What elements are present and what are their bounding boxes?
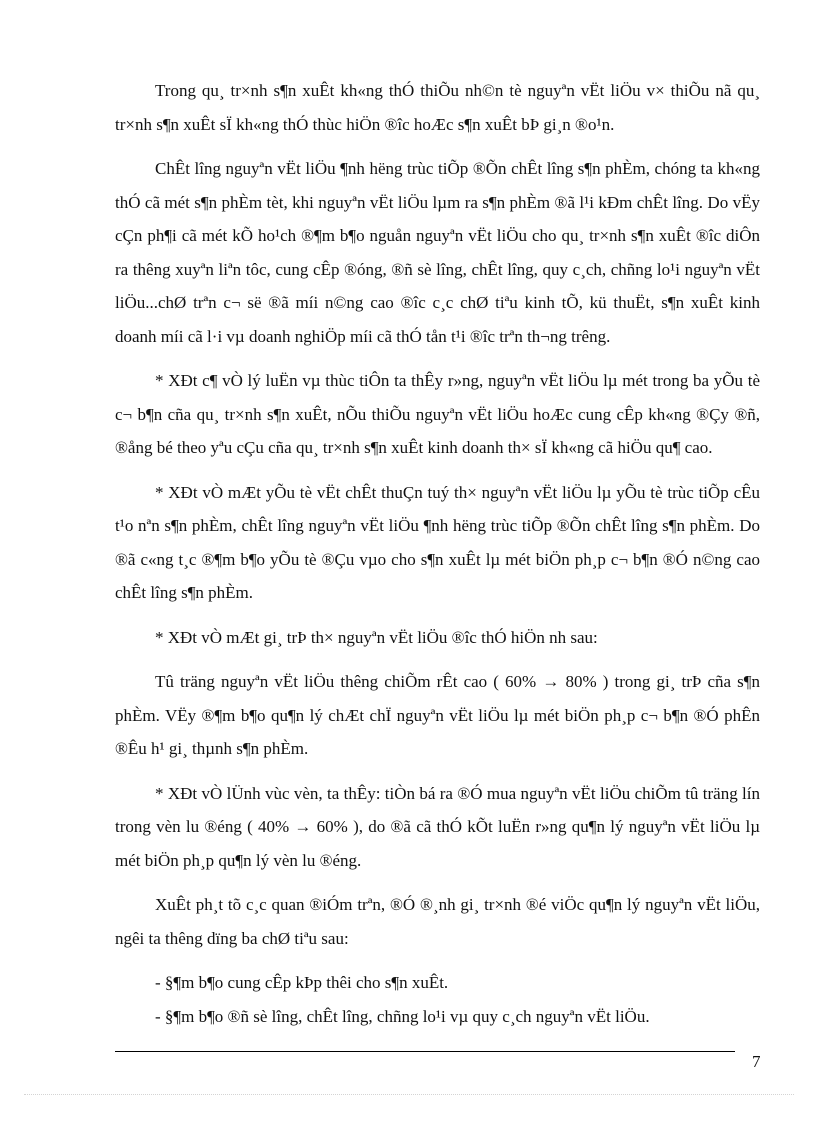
paragraph-2: ChÊt lîng nguyªn vËt liÖu ¶nh hëng trùc tiÕp ®Õn chÊt lîng s¶n phÈm, chóng ta kh«ng thÓ cã mét s¶n phÈm tèt, khi nguyªn vËt liÖu lµm ra s¶n phÈm ®ã l¹i kÐm chÊt lîng. Do vËy cÇn ph¶i cã mét kÕ ho¹ch ®¶m b¶o nguån nguyªn vËt liÖu cho qu¸ tr×nh s¶n xuÊt ®îc diÔn ra thêng xuyªn liªn tôc, cung cÊp ®óng, ®ñ sè lîng, chÊt lîng, quy c¸ch, chñng lo¹i nguyªn vËt liÖu...chØ trªn c¬ së ®ã míi n©ng cao ®îc c¸c chØ tiªu kinh tÕ, kü thuËt, s¶n xuÊt kinh doanh míi cã l·i vµ doanh nghiÖp míi cã thÓ tån t¹i ®îc trªn th¬ng trêng. bbox=[115, 159, 760, 346]
paragraph-8: XuÊt ph¸t tõ c¸c quan ®iÓm trªn, ®Ó ®¸nh gi¸ tr×nh ®é viÖc qu¶n lý nguyªn vËt liÖu, ngêi ta thêng dïng ba chØ tiªu sau: bbox=[115, 895, 760, 948]
list-item: - §¶m b¶o cung cÊp kÞp thêi cho s¶n xuÊt. bbox=[155, 973, 449, 992]
body-text bbox=[115, 74, 760, 1033]
page-number: 7 bbox=[752, 1052, 761, 1071]
footer-divider bbox=[115, 1051, 735, 1052]
paragraph-7: * XÐt vÒ lÜnh vùc vèn, ta thÊy: tiÒn bá ra ®Ó mua nguyªn vËt liÖu chiÕm tû träng lín trong vèn lu ®éng ( 40% → 60% ), do ®ã cã thÓ kÕt luËn r»ng qu¶n lý nguyªn vËt liÖu lµ mét biÖn ph¸p qu¶n lý vèn lu ®éng. bbox=[115, 783, 760, 870]
paragraph-6: Tû träng nguyªn vËt liÖu thêng chiÕm rÊt cao ( 60% → 80% ) trong gi¸ trÞ cña s¶n phÈm. VËy ®¶m b¶o qu¶n lý chÆt chÏ nguyªn vËt liÖu lµ mét biÖn ph¸p c¬ b¶n ®Ó phÊn ®Êu h¹ gi¸ thµnh s¶n phÈm. bbox=[115, 672, 760, 758]
paragraph-3: * XÐt c¶ vÒ lý luËn vµ thùc tiÔn ta thÊy r»ng, nguyªn vËt liÖu lµ mét trong ba yÕu tè c¬ b¶n cña qu¸ tr×nh s¶n xuÊt, nÕu thiÕu nguyªn vËt liÖu hoÆc cung cÊp kh«ng ®Çy ®ñ, ®ång bé theo yªu cÇu cña qu¸ tr×nh s¶n xuÊt kinh doanh th× sÏ kh«ng cã hiÖu qu¶ cao. bbox=[115, 371, 760, 457]
page-bottom-dotted-line bbox=[24, 1094, 794, 1095]
paragraph-1: Trong qu¸ tr×nh s¶n xuÊt kh«ng thÓ thiÕu nh©n tè nguyªn vËt liÖu v× thiÕu nã qu¸ tr×nh s¶n xuÊt sÏ kh«ng thÓ thùc hiÖn ®îc hoÆc s¶n xuÊt bÞ gi¸n ®o¹n. bbox=[115, 81, 760, 134]
list-item: - §¶m b¶o ®ñ sè lîng, chÊt lîng, chñng lo¹i vµ quy c¸ch nguyªn vËt liÖu. bbox=[155, 1006, 650, 1026]
paragraph-4: * XÐt vÒ mÆt yÕu tè vËt chÊt thuÇn tuý th× nguyªn vËt liÖu lµ yÕu tè trùc tiÕp cÊu t¹o nªn s¶n phÈm, chÊt lîng nguyªn vËt liÖu ¶nh hëng trùc tiÕp ®Õn chÊt lîng s¶n phÈm. Do ®ã c«ng t¸c ®¶m b¶o yÕu tè ®Çu vµo cho s¶n xuÊt lµ mét biÖn ph¸p c¬ b¶n ®Ó n©ng cao chÊt lîng s¶n phÈm. bbox=[115, 482, 760, 602]
paragraph-5: * XÐt vÒ mÆt gi¸ trÞ th× nguyªn vËt liÖu ®îc thÓ hiÖn nh sau: bbox=[155, 627, 598, 647]
